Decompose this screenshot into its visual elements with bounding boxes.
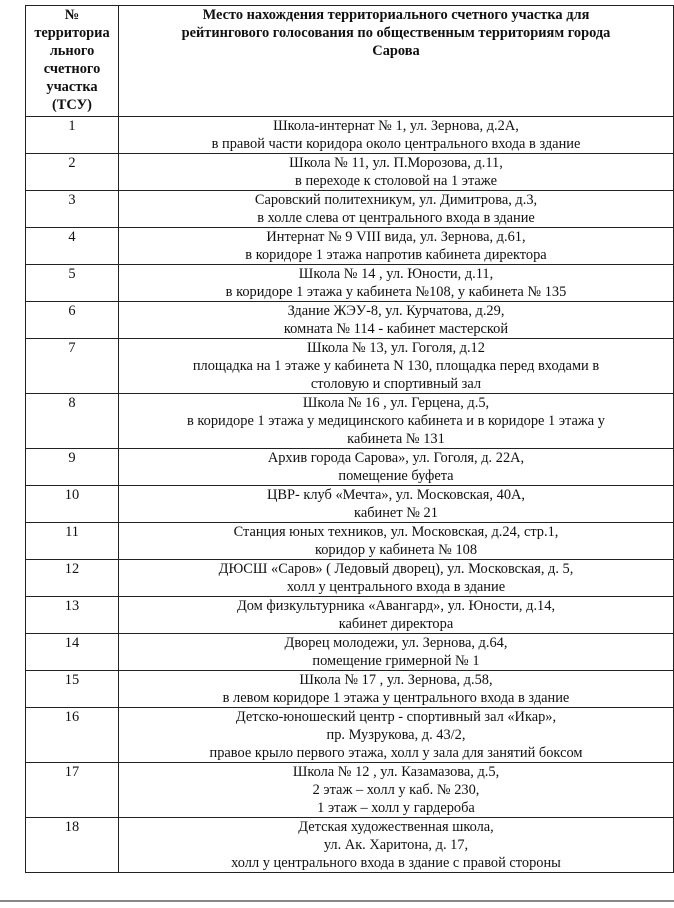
location-line: 2 этаж – холл у каб. № 230, [312, 782, 480, 798]
table-row [26, 154, 674, 191]
location-line: Школа № 16 , ул. Герцена, д.5, [302, 395, 490, 411]
header-number-column [26, 6, 119, 117]
location-line: в коридоре 1 этажа у кабинета №108, у кабинета № 135 [225, 284, 567, 300]
page-bottom-rule [0, 900, 674, 902]
tsu-location-cell [119, 191, 674, 228]
tsu-number-cell: 15 [26, 671, 119, 708]
header-location-line: рейтингового голосования по общественным территориям города [181, 25, 611, 41]
location-line: кабинет директора [338, 616, 454, 632]
table-body [26, 117, 674, 873]
location-line: Школа № 13, ул. Гоголя, д.12 [307, 340, 485, 356]
location-line: в коридоре 1 этажа у медицинского кабинета и в коридоре 1 этажа у [186, 413, 605, 429]
tsu-number-cell: 9 [26, 449, 119, 486]
tsu-number-cell: 5 [26, 265, 119, 302]
location-line: кабинета № 131 [347, 431, 445, 447]
table-row [26, 339, 674, 394]
tsu-location-cell [119, 302, 674, 339]
tsu-number-cell: 12 [26, 560, 119, 597]
table-row [26, 394, 674, 449]
location-line: Школа № 17 , ул. Зернова, д.58, [299, 672, 493, 688]
location-line: кабинет № 21 [354, 505, 438, 521]
header-location-line: Сарова [372, 43, 420, 59]
table-row [26, 486, 674, 523]
header-number-line: (ТСУ) [52, 97, 92, 113]
header-number-line: счетного [43, 61, 101, 77]
tsu-number-cell: 3 [26, 191, 119, 228]
tsu-location-cell [119, 394, 674, 449]
table-row [26, 708, 674, 763]
location-line: Школа № 11, ул. П.Морозова, д.11, [289, 155, 503, 171]
location-line: Школа № 14 , ул. Юности, д.11, [298, 266, 494, 282]
location-line: в коридоре 1 этажа напротив кабинета директора [245, 247, 547, 263]
location-line: помещение гримерной № 1 [312, 653, 480, 669]
location-line: Школа-интернат № 1, ул. Зернова, д.2А, [273, 118, 519, 134]
location-line: в переходе к столовой на 1 этаже [295, 173, 497, 189]
tsu-location-cell [119, 486, 674, 523]
location-line: пр. Музрукова, д. 43/2, [326, 727, 466, 743]
table-row [26, 265, 674, 302]
location-line: Дом физкультурника «Авангард», ул. Юности, д.14, [236, 598, 556, 614]
tsu-number-cell: 4 [26, 228, 119, 265]
location-line: помещение буфета [338, 468, 454, 484]
tsu-location-cell [119, 708, 674, 763]
location-line: Детско-юношеский центр - спортивный зал «Икар», [235, 709, 557, 725]
header-number-line: территориа [34, 25, 110, 41]
table-row [26, 228, 674, 265]
table-row [26, 523, 674, 560]
table-header-row [26, 6, 674, 117]
tsu-location-cell [119, 634, 674, 671]
table-row [26, 818, 674, 873]
tsu-number-cell: 14 [26, 634, 119, 671]
location-line: площадка на 1 этаже у кабинета N 130, площадка перед входами в [192, 358, 600, 374]
table-row [26, 763, 674, 818]
tsu-number-cell: 1 [26, 117, 119, 154]
tsu-number-cell: 16 [26, 708, 119, 763]
header-number-line: льного [49, 43, 95, 59]
tsu-location-cell [119, 339, 674, 394]
tsu-number-cell: 18 [26, 818, 119, 873]
location-line: Детская художественная школа, [298, 819, 494, 835]
tsu-location-cell [119, 671, 674, 708]
location-line: Саровский политехникум, ул. Димитрова, д.3, [254, 192, 538, 208]
table-row [26, 449, 674, 486]
location-line: Архив города Сарова», ул. Гоголя, д. 22А, [267, 450, 525, 466]
table-row [26, 560, 674, 597]
location-line: правое крыло первого этажа, холл у зала для занятий боксом [209, 745, 583, 761]
location-line: в холле слева от центрального входа в здание [257, 210, 535, 226]
table-row [26, 671, 674, 708]
table-row [26, 191, 674, 228]
tsu-location-cell [119, 117, 674, 154]
location-line: ДЮСШ «Саров» ( Ледовый дворец), ул. Московская, д. 5, [218, 561, 574, 577]
tsu-number-cell: 6 [26, 302, 119, 339]
table-row [26, 634, 674, 671]
location-line: столовую и спортивный зал [310, 376, 482, 392]
tsu-location-cell [119, 228, 674, 265]
tsu-location-cell [119, 154, 674, 191]
location-line: Интернат № 9 VIII вида, ул. Зернова, д.61, [266, 229, 526, 245]
header-number-line: участка [46, 79, 98, 95]
location-line: в левом коридоре 1 этажа у центрального входа в здание [222, 690, 570, 706]
location-line: холл у центрального входа в здание с правой стороны [231, 855, 561, 871]
table-row [26, 597, 674, 634]
header-number-line: № [64, 7, 80, 23]
tsu-location-cell [119, 763, 674, 818]
table-row [26, 302, 674, 339]
tsu-location-cell [119, 597, 674, 634]
tsu-number-cell: 11 [26, 523, 119, 560]
location-line: в правой части коридора около центрального входа в здание [211, 136, 581, 152]
location-line: комната № 114 - кабинет мастерской [283, 321, 509, 337]
tsu-location-cell [119, 449, 674, 486]
location-line: 1 этаж – холл у гардероба [317, 800, 475, 816]
tsu-number-cell: 7 [26, 339, 119, 394]
location-line: ул. Ак. Харитона, д. 17, [323, 837, 469, 853]
tsu-location-cell [119, 523, 674, 560]
table-row [26, 117, 674, 154]
header-location-line: Место нахождения территориального счетного участка для [202, 7, 590, 23]
tsu-table [25, 5, 674, 873]
header-location-column [119, 6, 674, 117]
location-line: Дворец молодежи, ул. Зернова, д.64, [284, 635, 508, 651]
location-line: Станция юных техников, ул. Московская, д.24, стр.1, [233, 524, 559, 540]
location-line: коридор у кабинета № 108 [314, 542, 478, 558]
location-line: Школа № 12 , ул. Казамазова, д.5, [292, 764, 500, 780]
tsu-number-cell: 2 [26, 154, 119, 191]
tsu-number-cell: 13 [26, 597, 119, 634]
tsu-location-cell [119, 265, 674, 302]
tsu-number-cell: 17 [26, 763, 119, 818]
location-line: холл у центрального входа в здание [286, 579, 506, 595]
location-line: Здание ЖЭУ-8, ул. Курчатова, д.29, [287, 303, 505, 319]
tsu-number-cell: 10 [26, 486, 119, 523]
tsu-location-cell [119, 818, 674, 873]
location-line: ЦВР- клуб «Мечта», ул. Московская, 40А, [266, 487, 526, 503]
tsu-number-cell: 8 [26, 394, 119, 449]
tsu-location-cell [119, 560, 674, 597]
